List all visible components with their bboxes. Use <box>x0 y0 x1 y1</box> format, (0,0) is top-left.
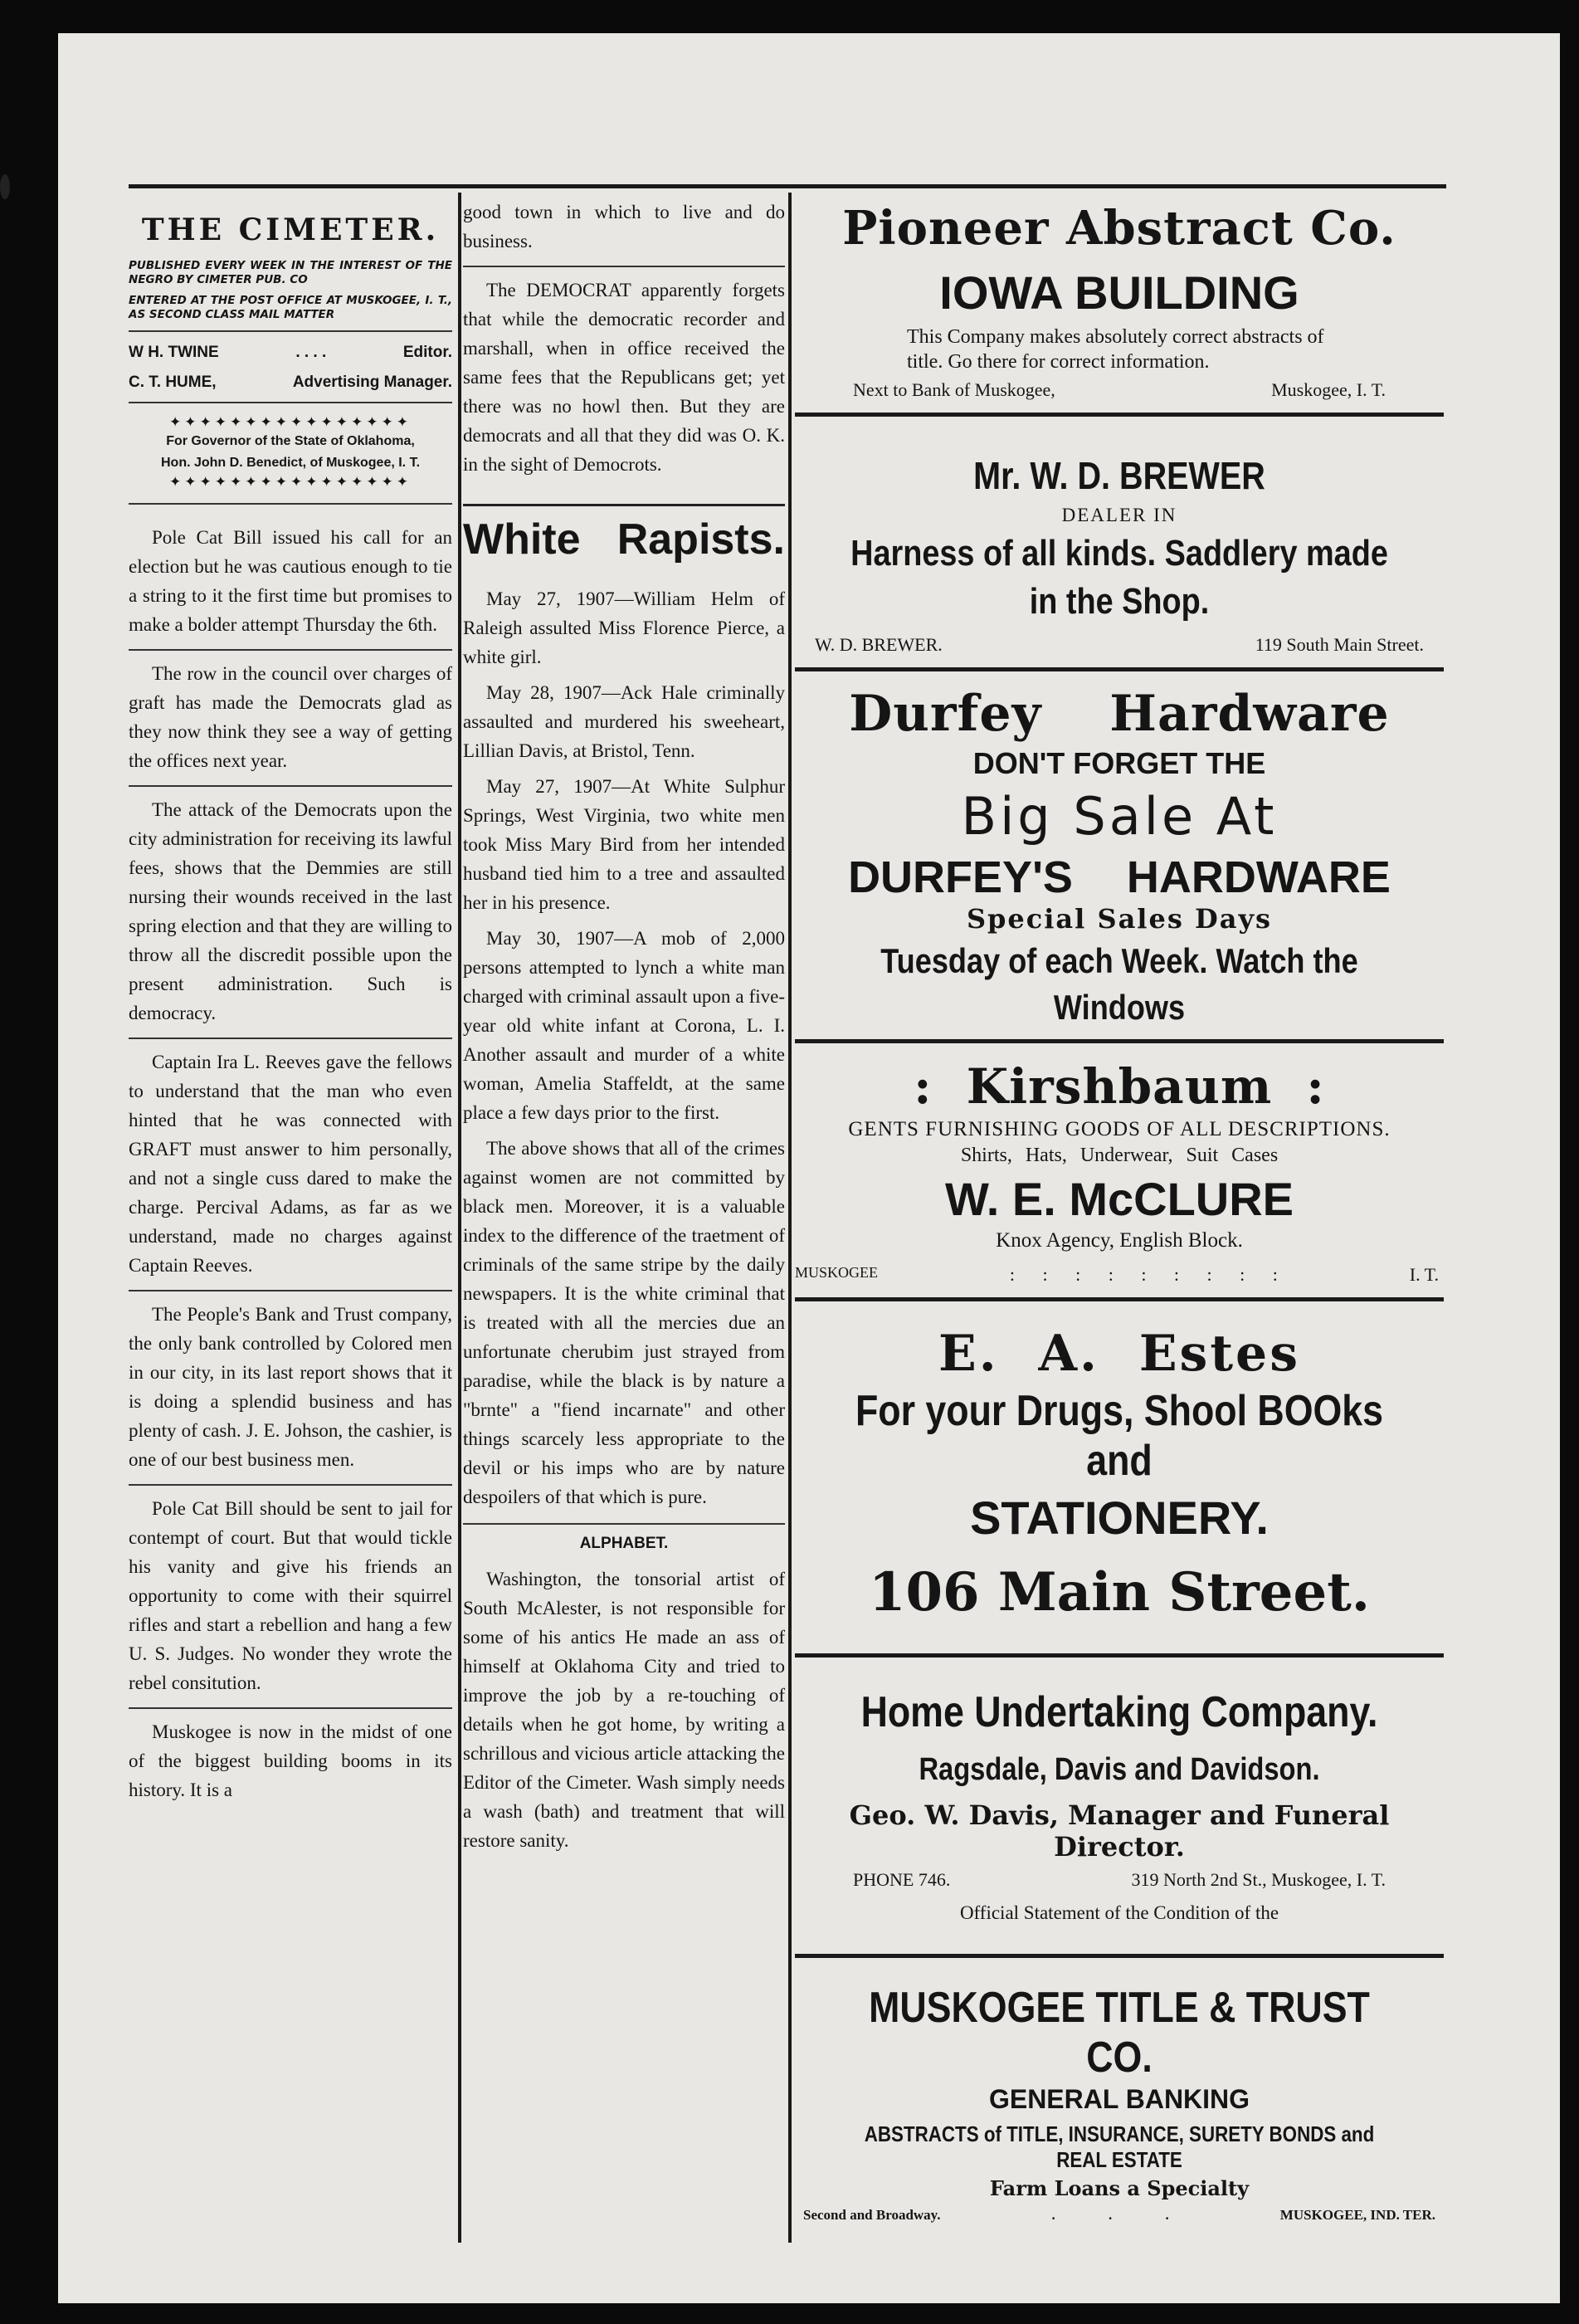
muskogee-title-line-2: ABSTRACTS of TITLE, INSURANCE, SURETY BONDS and REAL ESTATE <box>864 2121 1375 2172</box>
ad-estes <box>795 1301 1444 1658</box>
alphabet-article: Washington, the tonsorial artist of South McAlester, is not responsible for some of his antics He made an ass of himself at Oklahoma City and tried to improve the job by a re-touching of details when he got home, by writing a schrillous and vicious article attacking the Editor of the Cimeter. Wash simply needs a wash (bath) and treatment that will restore sanity. <box>463 1569 785 1851</box>
durfey-line-6: Windows <box>1053 988 1186 1027</box>
brewer-title: Mr. W. D. BREWER <box>973 454 1265 497</box>
editor-dots: . . . . <box>295 344 327 361</box>
article-pole-cat-jail: Pole Cat Bill should be sent to jail for contempt of court. But that would tickle his vanity and give his friends an opportunity to come with their squirrel rifles and start a rebellion and hang a few U. S. Judges. No wonder they wrote the rebel consitution. <box>129 1486 452 1709</box>
ad-home-undertaking <box>795 1658 1444 1958</box>
muskogee-title-footer <box>795 2200 1444 2224</box>
stars-top: ✦✦✦✦✦✦✦✦✦✦✦✦✦✦✦✦ <box>169 414 412 431</box>
column-rule-1 <box>458 193 461 2243</box>
editor-name: W H. TWINE <box>129 344 219 361</box>
ad-brewer <box>795 417 1444 671</box>
rapists-item-1: May 27, 1907—William Helm of Raleigh assulted Miss Florence Pierce, a white girl. <box>463 588 785 667</box>
pioneer-title: Pioneer Abstract Co. <box>842 201 1396 256</box>
editor-role: Editor. <box>402 344 452 361</box>
entry-note: ENTERED AT THE POST OFFICE AT MUSKOGEE, I. T., AS SECOND CLASS MAIL MATTER <box>129 294 452 332</box>
article-council-row: The row in the council over charges of graft has made the Democrats glad as they now think they see a way of getting the offices next year. <box>129 651 452 787</box>
publication-note: PUBLISHED EVERY WEEK IN THE INTEREST OF THE NEGRO BY CIMETER PUB. CO <box>129 259 452 286</box>
rapists-item-2: May 28, 1907—Ack Hale criminally assaulted and murdered his sweeheart, Lillian Davis, at Bristol, Tenn. <box>463 682 785 761</box>
undertaking-line-1: Ragsdale, Davis and Davidson. <box>919 1752 1320 1787</box>
article-pole-cat-call: Pole Cat Bill issued his call for an election but he was cautious enough to tie a string to it the first time but promises to make a bolder attempt Thursday the 6th. <box>129 515 452 651</box>
article-democrat-fees: The DEMOCRAT apparently forgets that while the democratic recorder and marshall, when in office received the same fees that the Republicans get; yet there was no howl then. But they are democrats and all that they did was O. K. in the sight of Democrots. <box>463 280 785 475</box>
brewer-dealer: DEALER IN <box>1061 505 1177 525</box>
durfey-line-1: DON'T FORGET THE <box>972 746 1266 780</box>
brewer-footer-left: W. D. BREWER. <box>815 634 943 655</box>
pioneer-footer-right: Muskogee, I. T. <box>1271 379 1386 400</box>
kirshbaum-line-1: GENTS FURNISHING GOODS OF ALL DESCRIPTIONS. <box>848 1118 1391 1140</box>
durfey-line-4: Special Sales Days <box>966 903 1273 935</box>
ad-kirshbaum <box>795 1043 1444 1301</box>
editor-line <box>129 344 452 362</box>
kirshbaum-title: : Kirshbaum : <box>914 1058 1325 1115</box>
pioneer-building: IOWA BUILDING <box>939 266 1299 319</box>
headline-right: Rapists. <box>616 515 785 564</box>
brewer-line-1: Harness of all kinds. Saddlery made <box>850 533 1388 574</box>
column-1 <box>129 196 452 1814</box>
column-2 <box>463 198 785 1865</box>
muskogee-title-line-3: Farm Loans a Specialty <box>989 2176 1250 2200</box>
manager-line <box>129 374 452 403</box>
pioneer-body: This Company makes absolutely correct abstracts of title. Go there for correct information. <box>907 326 1324 373</box>
brewer-footer <box>795 622 1444 656</box>
article-peoples-bank: The People's Bank and Trust company, the only bank controlled by Colored men in our city, in its last report shows that it is doing a splendid business and has plenty of cash. J. E. Johson, the cashier, is one of our best business men. <box>129 1291 452 1486</box>
kirshbaum-line-3: Knox Agency, English Block. <box>996 1229 1243 1252</box>
undertaking-phone: PHONE 746. <box>853 1869 951 1890</box>
pioneer-footer <box>795 374 1444 401</box>
manager-name: C. T. HUME, <box>129 374 217 391</box>
muskogee-title-footer-left: Second and Broadway. <box>803 2207 941 2223</box>
brewer-footer-right: 119 South Main Street. <box>1255 634 1424 655</box>
endorsement-line-1: For Governor of the State of Oklahoma, <box>166 434 415 448</box>
endorsement-line-2: Hon. John D. Benedict, of Muskogee, I. T. <box>160 456 421 470</box>
rapists-item-3: May 27, 1907—At White Sulphur Springs, West Virginia, two white men took Miss Mary Bird from her intended husband tied him to a tree and assaulted her in his presence. <box>463 776 785 913</box>
muskogee-title-footer-dots: . . . <box>1051 2207 1169 2223</box>
stars-bottom: ✦✦✦✦✦✦✦✦✦✦✦✦✦✦✦✦ <box>129 475 452 505</box>
undertaking-title: Home Undertaking Company. <box>860 1688 1378 1736</box>
masthead-title: THE CIMETER. <box>141 212 440 247</box>
ad-muskogee-title-trust <box>795 1958 1444 2235</box>
estes-title: E. A. Estes <box>938 1325 1301 1383</box>
alphabet-heading: ALPHABET. <box>579 1535 669 1552</box>
durfey-line-3: DURFEY'S HARDWARE <box>848 852 1391 902</box>
durfey-line-5: Tuesday of each Week. Watch the <box>880 941 1358 980</box>
estes-line-2: STATIONERY. <box>970 1492 1269 1544</box>
kirshbaum-footer-left: MUSKOGEE <box>795 1264 879 1281</box>
undertaking-line-2: Geo. W. Davis, Manager and Funeral <box>849 1799 1390 1831</box>
kirshbaum-name: W. E. McCLURE <box>944 1173 1294 1225</box>
undertaking-contact <box>795 1863 1444 1891</box>
muskogee-title-footer-right: MUSKOGEE, IND. TER. <box>1279 2207 1435 2223</box>
page-edge-mark <box>0 174 10 199</box>
white-rapists-headline <box>463 504 785 564</box>
estes-address: 106 Main Street. <box>868 1561 1371 1623</box>
kirshbaum-footer-dots: : : : : : : : : : <box>1009 1264 1278 1285</box>
undertaking-statement: Official Statement of the Condition of the <box>959 1902 1279 1923</box>
muskogee-title-line-1: GENERAL BANKING <box>988 2084 1250 2114</box>
kirshbaum-line-2: Shirts, Hats, Underwear, Suit Cases <box>960 1145 1279 1166</box>
article-democrat-attack: The attack of the Democrats upon the city administration for receiving its lawful fees, shows that the Demmies are still nursing their wounds received in the last spring election and that they are willing to throw all the discredit possible upon the present administration. Such is democracy. <box>129 787 452 1039</box>
ad-pioneer-abstract <box>795 198 1444 417</box>
pioneer-footer-left: Next to Bank of Muskogee, <box>853 379 1055 400</box>
column-3-ads <box>795 198 1444 2235</box>
estes-line-1: For your Drugs, Shool BOOks and <box>855 1387 1384 1485</box>
article-captain-reeves: Captain Ira L. Reeves gave the fellows to understand that the man who even hinted that he was connected with GRAFT must answer to him personally, and not a single cuss dared to make the charge. Percival Adams, as far as we understand, made no charges against Captain Reeves. <box>129 1039 452 1291</box>
durfey-title: Durfey Hardware <box>849 685 1390 743</box>
rapists-commentary: The above shows that all of the crimes against women are not committed by black men. Moreover, it is a valuable index to the difference of the traetment of criminals of the same stripe by the daily newspapers. It is the white criminal that is treated with all the mercies due an unfortunate cherubim just strayed from paradise, while the black is by nature a "brnte" a "fiend incarnate" and other things scarcely less appropriate to the devil or his imps who are by nature despoilers of that which is pure. <box>463 1130 785 1525</box>
rapists-item-4: May 30, 1907—A mob of 2,000 persons attempted to lynch a white man charged with criminal assault upon a five-year old white infant at Corona, L. I. Another assault and murder of a white woman, Amelia Staffeldt, at the same place a few days prior to the first. <box>463 928 785 1123</box>
undertaking-line-3: Director. <box>1054 1831 1185 1863</box>
article-good-town: good town in which to live and do business. <box>463 198 785 267</box>
kirshbaum-footer-right: I. T. <box>1409 1264 1439 1285</box>
muskogee-title-name: MUSKOGEE TITLE & TRUST CO. <box>869 1984 1370 2082</box>
undertaking-address: 319 North 2nd St., Muskogee, I. T. <box>1131 1869 1386 1890</box>
column-rule-2 <box>788 193 792 2243</box>
kirshbaum-footer <box>795 1252 1444 1286</box>
brewer-line-2: in the Shop. <box>1029 581 1210 622</box>
ad-durfey <box>795 671 1444 1043</box>
article-building-boom: Muskogee is now in the midst of one of the biggest building booms in its history. It is a <box>129 1721 452 1800</box>
top-rule <box>129 184 1446 188</box>
manager-role: Advertising Manager. <box>292 374 452 391</box>
headline-left: White <box>463 515 581 564</box>
durfey-line-2: Big Sale At <box>961 786 1278 847</box>
